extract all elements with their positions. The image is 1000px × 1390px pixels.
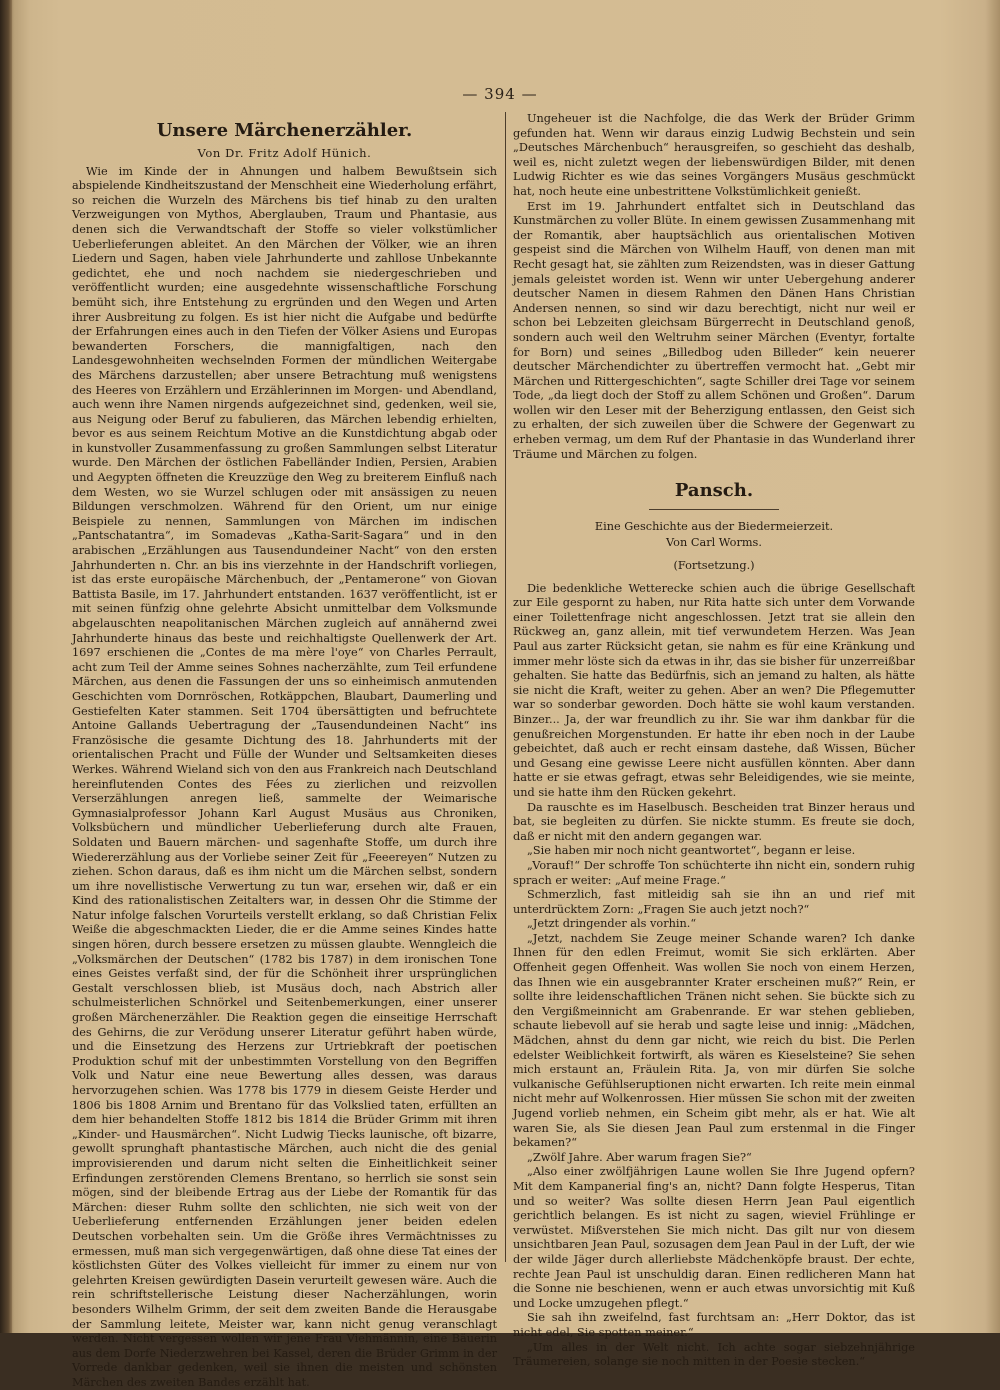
article-paragraph: Ungeheuer ist die Nachfolge, die das Werk der Brüder Grimm gefunden hat. Wenn wir daraus einzig Ludwig Bechstein und sein „Deutsches Märchenbuch“ herausgreifen, so geschieht das deshalb, weil es, nicht zuletzt wegen der liebenswürdigen Bilder, mit denen Ludwig Richter es wie das seines Vorgängers Musäus geschmückt hat, noch heute eine unbestrittene Volkstümlichkeit genießt. [513, 112, 915, 198]
continuation-note: (Fortsetzung.) [673, 559, 755, 573]
story-paragraph: „Um alles in der Welt nicht. Ich achte sogar siebzehnjährige Träumereien, solange sie noch mitten in der Poesie stecken.“ [513, 1340, 915, 1369]
story-paragraph: Sie sah ihn zweifelnd, fast furchtsam an: „Herr Doktor, das ist nicht edel, Sie spotten meiner.“ [513, 1311, 915, 1339]
story-title: Pansch. [674, 480, 754, 502]
story-paragraph: „Sie haben mir noch nicht geantwortet“, begann er leise. [527, 844, 856, 858]
story-paragraph: „Jetzt, nachdem Sie Zeuge meiner Schande waren? Ich danke Ihnen für den edlen Freimut, womit Sie sich erklärten. Aber Offenheit gegen Offenheit. Was wollen Sie noch von einem Herzen, das Ihnen wie ein ausgebrannter Krater erscheinen muß?“ Rein, er sollte ihre leidenschaftlichen Tränen nicht sehen. Sie bückte sich zu den Vergißmeinnicht am Grabenrande. Er war stehen geblieben, schaute liebevoll auf sie herab und sagte leise und innig: „Mädchen, Mädchen, ahnst du denn gar nicht, wie reich du bist. Die Perlen edelster Weiblichkeit fortwirft, als wären es Kieselsteine? Sie sehen mich erstaunt an, Fräulein Rita. Ja, von mir dürfen Sie solche vulkanische Gefühlseruptionen nicht erwarten. Ich reite mein einmal nicht mehr auf Wolkenrossen. Hier müssen Sie schon mit der zweiten Jugend vorlieb nehmen, ein Scheim gibt mehr, als er hat. Wie alt waren Sie, als Sie diesen Jean Paul zum erstenmal in die Finger bekamen?“ [513, 931, 915, 1150]
article-title: Unsere Märchenerzähler. [156, 120, 413, 141]
story-paragraph: „Vorauf!“ Der schroffe Ton schüchterte ihn nicht ein, sondern ruhig sprach er weiter: „Auf meine Frage.“ [513, 858, 915, 887]
story-subtitle: Eine Geschichte aus der Biedermeierzeit. [594, 519, 834, 533]
story-paragraph: „Zwölf Jahre. Aber warum fragen Sie?“ [527, 1150, 752, 1164]
story-paragraph: „Jetzt dringender als vorhin.“ [527, 917, 697, 931]
left-column [72, 112, 497, 1389]
article-byline: Von Dr. Fritz Adolf Hünich. [197, 146, 372, 160]
story-byline: Von Carl Worms. [666, 536, 762, 550]
story-paragraph: Die bedenkliche Wetterecke schien auch die übrige Gesellschaft zur Eile gespornt zu haben, nur Rita hatte sich unter dem Vorwande einer Toilettenfrage nicht angeschlossen. Jetzt trat sie allein den Rückweg an, ganz allein, mit tief verwundetem Herzen. Was Jean Paul aus zarter Rücksicht getan, sie nahm es für eine Kränkung und immer mehr löste sich da etwas in ihr, das sie bisher für unzerreißbar gehalten. Sie hatte das Bedürfnis, sich an jemand zu halten, als hätte sie nicht die Kraft, weiter zu gehen. Aber an wen? Die Pflegemutter war so sonderbar geworden. Doch hätte sie wohl kaum verstanden. Binzer... Ja, der war freundlich zu ihr. Sie war ihm dankbar für die genußreichen Morgenstunden. Er hatte ihr eben noch in der Laube gebeichtet, daß auch er recht einsam dastehe, daß Wissen, Bücher und Gesang eine gewisse Leere nicht ausfüllen könnten. Aber dann hatte er sie etwas gefragt, etwas sehr Beleidigendes, wie sie meinte, und sie hatte ihm den Rücken gekehrt. [513, 581, 915, 799]
right-column [513, 112, 915, 1369]
title-underline [649, 509, 779, 510]
article-paragraph: Erst im 19. Jahrhundert entfaltet sich in Deutschland das Kunstmärchen zu voller Blüte. In einem gewissen Zusammenhang mit der Romantik, aber hauptsächlich aus orientalischen Motiven gespeist sind die Märchen von Wilhelm Hauff, von denen man mit Recht gesagt hat, sie zählten zum Reizendsten, was in dieser Gattung jemals geleistet worden ist. Wenn wir unter Uebergehung anderer deutscher Namen in diesem Rahmen den Dänen Hans Christian Andersen nennen, so sind wir dazu berechtigt, nicht nur weil er schon bei Lebzeiten gleichsam Bürgerrecht in Deutschland genoß, sondern auch weil den Weltruhm seiner Märchen (Eventyr, fortalte for Born) und seines „Billedbog uden Billeder“ kein neuerer deutscher Märchendichter zu übertreffen vermocht hat. „Gebt mir Märchen und Rittergeschichten“, sagte Schiller drei Tage vor seinem Tode, „da liegt doch der Stoff zu allem Schönen und Großen“. Darum wollen wir den Leser mit der Beherzigung entlassen, den Geist sich zu erhalten, der sich zuweilen über die Schwere der Gegenwart zu erheben vermag, um dem Ruf der Phantasie in das Wunderland ihrer Träume und Märchen zu folgen. [513, 199, 915, 461]
page-number: — 394 — [462, 85, 538, 103]
story-paragraph: „Also einer zwölfjährigen Laune wollen Sie Ihre Jugend opfern? Mit dem Kampanerial fing's an, nicht? Dann folgte Hesperus, Titan und so weiter? Was sollte diesen Herrn Jean Paul eigentlich gerichtlich belangen. Es ist nicht zu sagen, wieviel Frühlinge er verwüstet. Mißverstehen Sie mich nicht. Das gilt nur von diesem unsichtbaren Jean Paul, sozusagen dem Jean Paul in der Luft, der wie der wilde Jäger durch allerliebste Mädchenköpfe braust. Der echte, rechte Jean Paul ist unschuldig daran. Einen redlicheren Mann hat die Sonne nie beschienen, wenn er auch etwas unvorsichtig mit Kuß und Locke umzugehen pflegt.“ [513, 1165, 915, 1310]
story-paragraph: Da rauschte es im Haselbusch. Bescheiden trat Binzer heraus und bat, sie begleiten zu dürfen. Sie nickte stumm. Es freute sie doch, daß er nicht mit den andern gegangen war. [513, 800, 915, 843]
book-gutter [0, 0, 12, 1333]
story-paragraph: Schmerzlich, fast mitleidig sah sie ihn an und rief mit unterdrücktem Zorn: „Fragen Sie auch jetzt noch?“ [513, 888, 915, 916]
column-divider [505, 112, 506, 1262]
article-paragraph: Wie im Kinde der in Ahnungen und halbem Bewußtsein sich abspielende Kindheitszustand der Menschheit eine Wiederholung erfährt, so reichen die Wurzeln des Märchens bis tief hinab zu den uralten Verzweigungen von Mythos, Aberglauben, Traum und Phantasie, aus denen sich die Verwandtschaft der Stoffe so vieler volkstümlicher Ueberlieferungen ableitet. An den Märchen der Völker, wie an ihren Liedern und Sagen, haben viele Jahrhunderte und zahllose Unbekannte gedichtet, ehe und noch nachdem sie niedergeschrieben und veröffentlicht wurden; eine ausgedehnte wissenschaftliche Forschung bemüht sich, ihre Entstehung zu ergründen und den Wegen und Arten ihrer Ausbreitung zu folgen. Es ist hier nicht die Aufgabe und bedürfte der Erfahrungen eines auch in den Tiefen der Völker Asiens und Europas bewanderten Forschers, die mannigfaltigen, nach den Landesgewohnheiten wechselnden Formen der mündlichen Weitergabe des Märchens darzustellen; aber unsere Betrachtung muß wenigstens des Heeres von Erzählern und Erzählerinnen im Morgen- und Abendland, auch wenn ihre Namen nirgends aufgezeichnet sind, gedenken, weil sie, aus Neigung oder Beruf zu fabulieren, das Märchen lebendig erhielten, bevor es aus seinem Reichtum Motive an die Kunstdichtung abgab oder in kunstvoller Zusammenfassung zu großen Sammlungen selbst Literatur wurde. Den Märchen der östlichen Fabelländer Indien, Persien, Arabien und Aegypten öffneten die Kreuzzüge den Weg zu breiterem Einfluß nach dem Westen, wo sie Wurzel schlugen oder mit ansässigen zu neuen Bildungen verschmolzen. Während für den Orient, um nur einige Beispiele zu nennen, Sammlungen von Märchen im indischen „Pantschatantra“, im Somadevas „Katha-Sarit-Sagara“ und in den arabischen „Erzählungen aus Tausendundeiner Nacht“ von den ersten Jahrhunderten n. Chr. an bis ins vierzehnte in der Handschrift vorliegen, ist das erste europäische Märchenbuch, der „Pentamerone“ von Giovan Battista Basile, im 17. Jahrhundert entstanden. 1637 veröffentlicht, ist er mit seinen fünfzig ohne gelehrte Absicht unmittelbar dem Volksmunde abgelauschten neapolitanischen Märchen zugleich auf annähernd zwei Jahrhunderte hinaus das beste und reichhaltigste Quellenwerk der Art. 1697 erschienen die „Contes de ma mère l'oye“ von Charles Perrault, acht zum Teil der Amme seines Sohnes nacherzählte, zum Teil erfundene Märchen, aus denen die Fassungen der uns so einheimisch anmutenden Geschichten vom Dornröschen, Rotkäppchen, Blaubart, Daumerling und Gestiefelten Kater stammen. Seit 1704 übersättigten und befruchtete Antoine Gallands Uebertragung der „Tausendundeinen Nacht“ ins Französische die gesamte Dichtung des 18. Jahrhunderts mit der orientalischen Pracht und Fülle der Wunder und Seltsamkeiten dieses Werkes. Während Wieland sich von den aus Frankreich nach Deutschland hereinflutenden Contes des Fées zu zierlichen und reizvollen Verserzählungen anregen ließ, sammelte der Weimarische Gymnasialprofessor Johann Karl August Musäus aus Chroniken, Volksbüchern und mündlicher Ueberlieferung durch alte Frauen, Soldaten und Bauern märchen- und sagenhafte Stoffe, um durch ihre Wiedererzählung aus der Vorliebe seiner Zeit für „Feeereyen“ Nutzen zu ziehen. Schon daraus, daß es ihm nicht um die Märchen selbst, sondern um ihre novellistische Verwertung zu tun war, ersehen wir, daß er ein Kind des rationalistischen Zeitalters war, in dessen Ohr die Stimme der Natur infolge falschen Vorurteils verstellt erklang, so daß Christian Felix Weiße die abgeschmackten Lieder, die er die Amme seines Kindes hatte singen hören, durch bessere ersetzen zu müssen glaubte. Wenngleich die „Volksmärchen der Deutschen“ (1782 bis 1787) in dem ironischen Tone eines Geistes verfaßt sind, der für die Schönheit ihrer ursprünglichen Gestalt verschlossen blieb, ist Musäus doch, nach Abstrich aller schulmeisterlichen Schnörkel und Seitenbemerkungen, einer unserer großen Märchenerzähler. Die Reaktion gegen die einseitige Herrschaft des Gehirns, die zur Verödung unserer Literatur geführt haben würde, und die Einsetzung des Herzens zur Urtriebkraft der poetischen Produktion schuf mit der unbestimmten Vorstellung von den Begriffen Volk und Natur eine neue Bewertung alles dessen, was daraus hervorzugehen schien. Was 1778 bis 1779 in diesem Geiste Herder und 1806 bis 1808 Arnim und Brentano für das Volkslied taten, erfüllten an dem hier behandelten Stoffe 1812 bis 1814 die Brüder Grimm mit ihren „Kinder- und Hausmärchen“. Nicht Ludwig Tiecks launische, oft bizarre, gewollt sprunghaft phantastische Märchen, auch nicht die des genial improvisierenden und darum nicht selten die Einheitlichkeit seiner Erfindungen zerstörenden Clemens Brentano, so herrlich sie sonst sein mögen, sind der bleibende Ertrag aus der Liebe der Romantik für das Märchen: dieser Ruhm sollte den schlichten, nie sich weit von der Ueberlieferung entfernenden Erzählungen jener beiden edelen Deutschen vorbehalten sein. Um die Größe ihres Vermächtnisses zu ermessen, muß man sich vergegenwärtigen, daß ohne diese Tat eines der köstlichsten Güter des Volkes vielleicht für immer zu einem nur von gelehrten Kreisen gewürdigten Dasein verurteilt gewesen wäre. Auch die rein schriftstellerische Leistung dieser Nacherzählungen, worin besonders Wilhelm Grimm, der seit dem zweiten Bande die Herausgabe der Sammlung leitete, Meister war, kann nicht genug veranschlagt werden. Nicht vergessen wollen wir jene Frau Viehmännin, eine Bäuerin aus dem Dorfe Niederzwehren bei Kassel, deren die Brüder Grimm in der Vorrede dankbar gedenken, weil sie ihnen die meisten und schönsten Märchen des zweiten Bandes erzählt hat. [72, 164, 497, 1389]
